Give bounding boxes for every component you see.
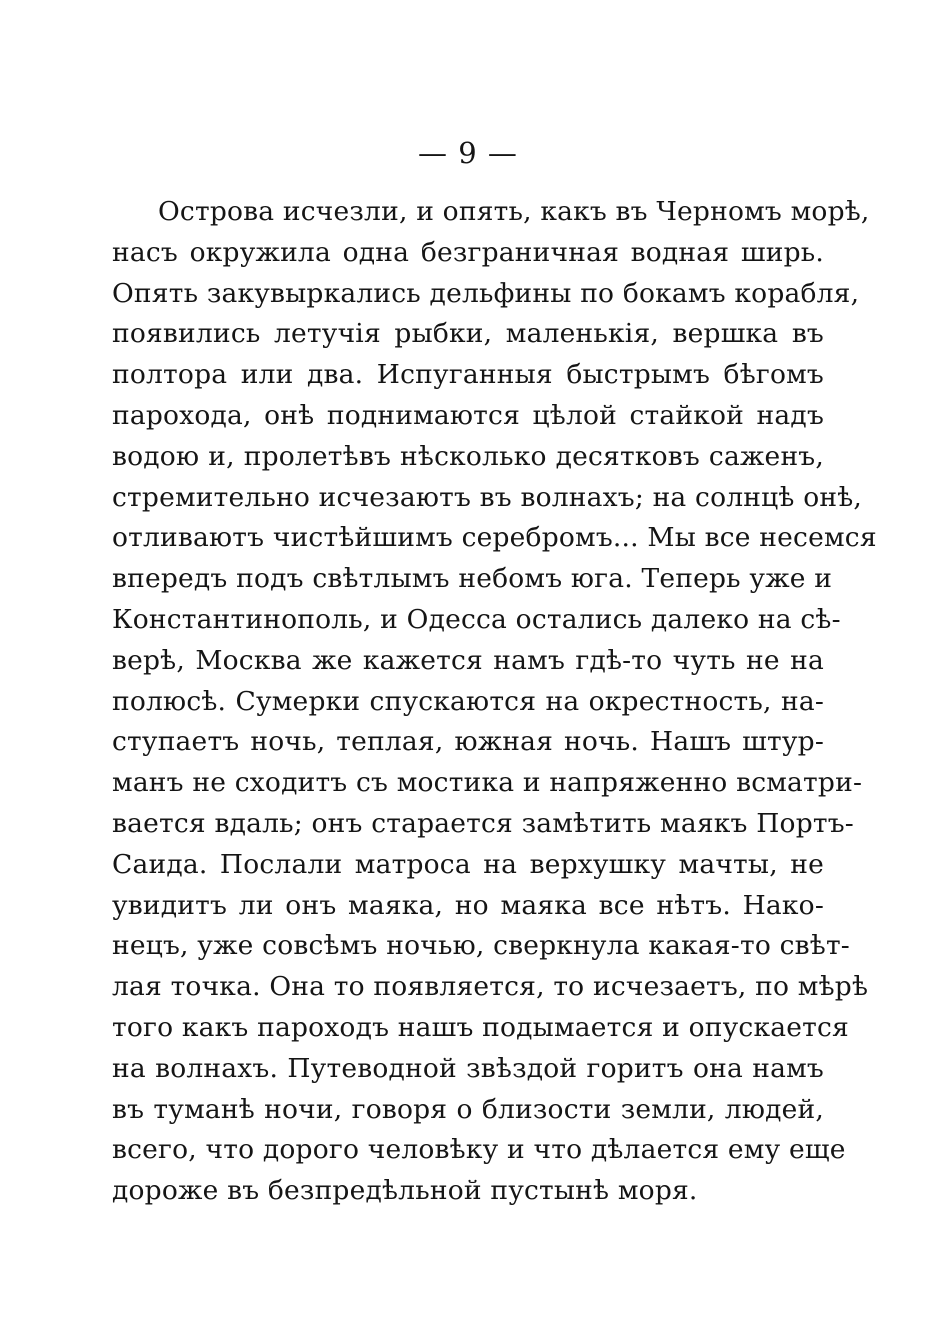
text-line: водою и, пролетѣвъ нѣсколько десятковъ саженъ, [112, 440, 824, 472]
text-line: на волнахъ. Путеводной звѣздой горитъ она намъ [112, 1052, 824, 1084]
text-line: впередъ подъ свѣтлымъ небомъ юга. Теперь уже и [112, 563, 833, 595]
text-line: верѣ, Москва же кажется намъ гдѣ-то чуть не на [112, 644, 824, 676]
text-line: манъ не сходитъ съ мостика и напряженно всматри- [112, 767, 863, 799]
text-line: полтора или два. Испуганныя быстрымъ бѣгомъ [112, 359, 824, 391]
text-line: парохода, онѣ поднимаются цѣлой стайкой надъ [112, 399, 824, 431]
text-line: Саида. Послали матроса на верхушку мачты, не [112, 848, 824, 880]
text-line: въ туманѣ ночи, говоря о близости земли, людей, [112, 1093, 824, 1125]
text-line: вается вдаль; онъ старается замѣтить маякъ Портъ- [112, 807, 854, 839]
text-line: дороже въ безпредѣльной пустынѣ моря. [112, 1175, 698, 1207]
text-line: полюсѣ. Сумерки спускаются на окрестность, на- [112, 685, 824, 717]
text-line: ступаетъ ночь, теплая, южная ночь. Нашъ штур- [112, 726, 824, 758]
page-number: — 9 — [418, 136, 518, 170]
text-line: стремительно исчезаютъ въ волнахъ; на солнцѣ онѣ, [112, 481, 863, 513]
text-line: увидитъ ли онъ маяка, но маяка все нѣтъ. Нако- [112, 889, 824, 921]
text-line: Опять закувыркались дельфины по бокамъ корабля, [112, 277, 860, 309]
text-line: Константинополь, и Одесса остались далеко на сѣ- [112, 603, 841, 635]
text-line: лая точка. Она то появляется, то исчезаетъ, по мѣрѣ [112, 971, 869, 1003]
text-line: нецъ, уже совсѣмъ ночью, сверкнула какая-то свѣт- [112, 930, 850, 962]
text-line: появились летучія рыбки, маленькія, вершка въ [112, 318, 824, 350]
text-line: всего, что дорого человѣку и что дѣлается ему еще [112, 1134, 846, 1166]
text-line: отливаютъ чистѣйшимъ серебромъ... Мы все несемся [112, 522, 877, 554]
text-line: насъ окружила одна безграничная водная ширь. [112, 236, 824, 268]
body-paragraph [112, 192, 877, 1212]
text-line: того какъ пароходъ нашъ подымается и опускается [112, 1011, 849, 1043]
text-line: Острова исчезли, и опять, какъ въ Черномъ морѣ, [158, 196, 870, 227]
